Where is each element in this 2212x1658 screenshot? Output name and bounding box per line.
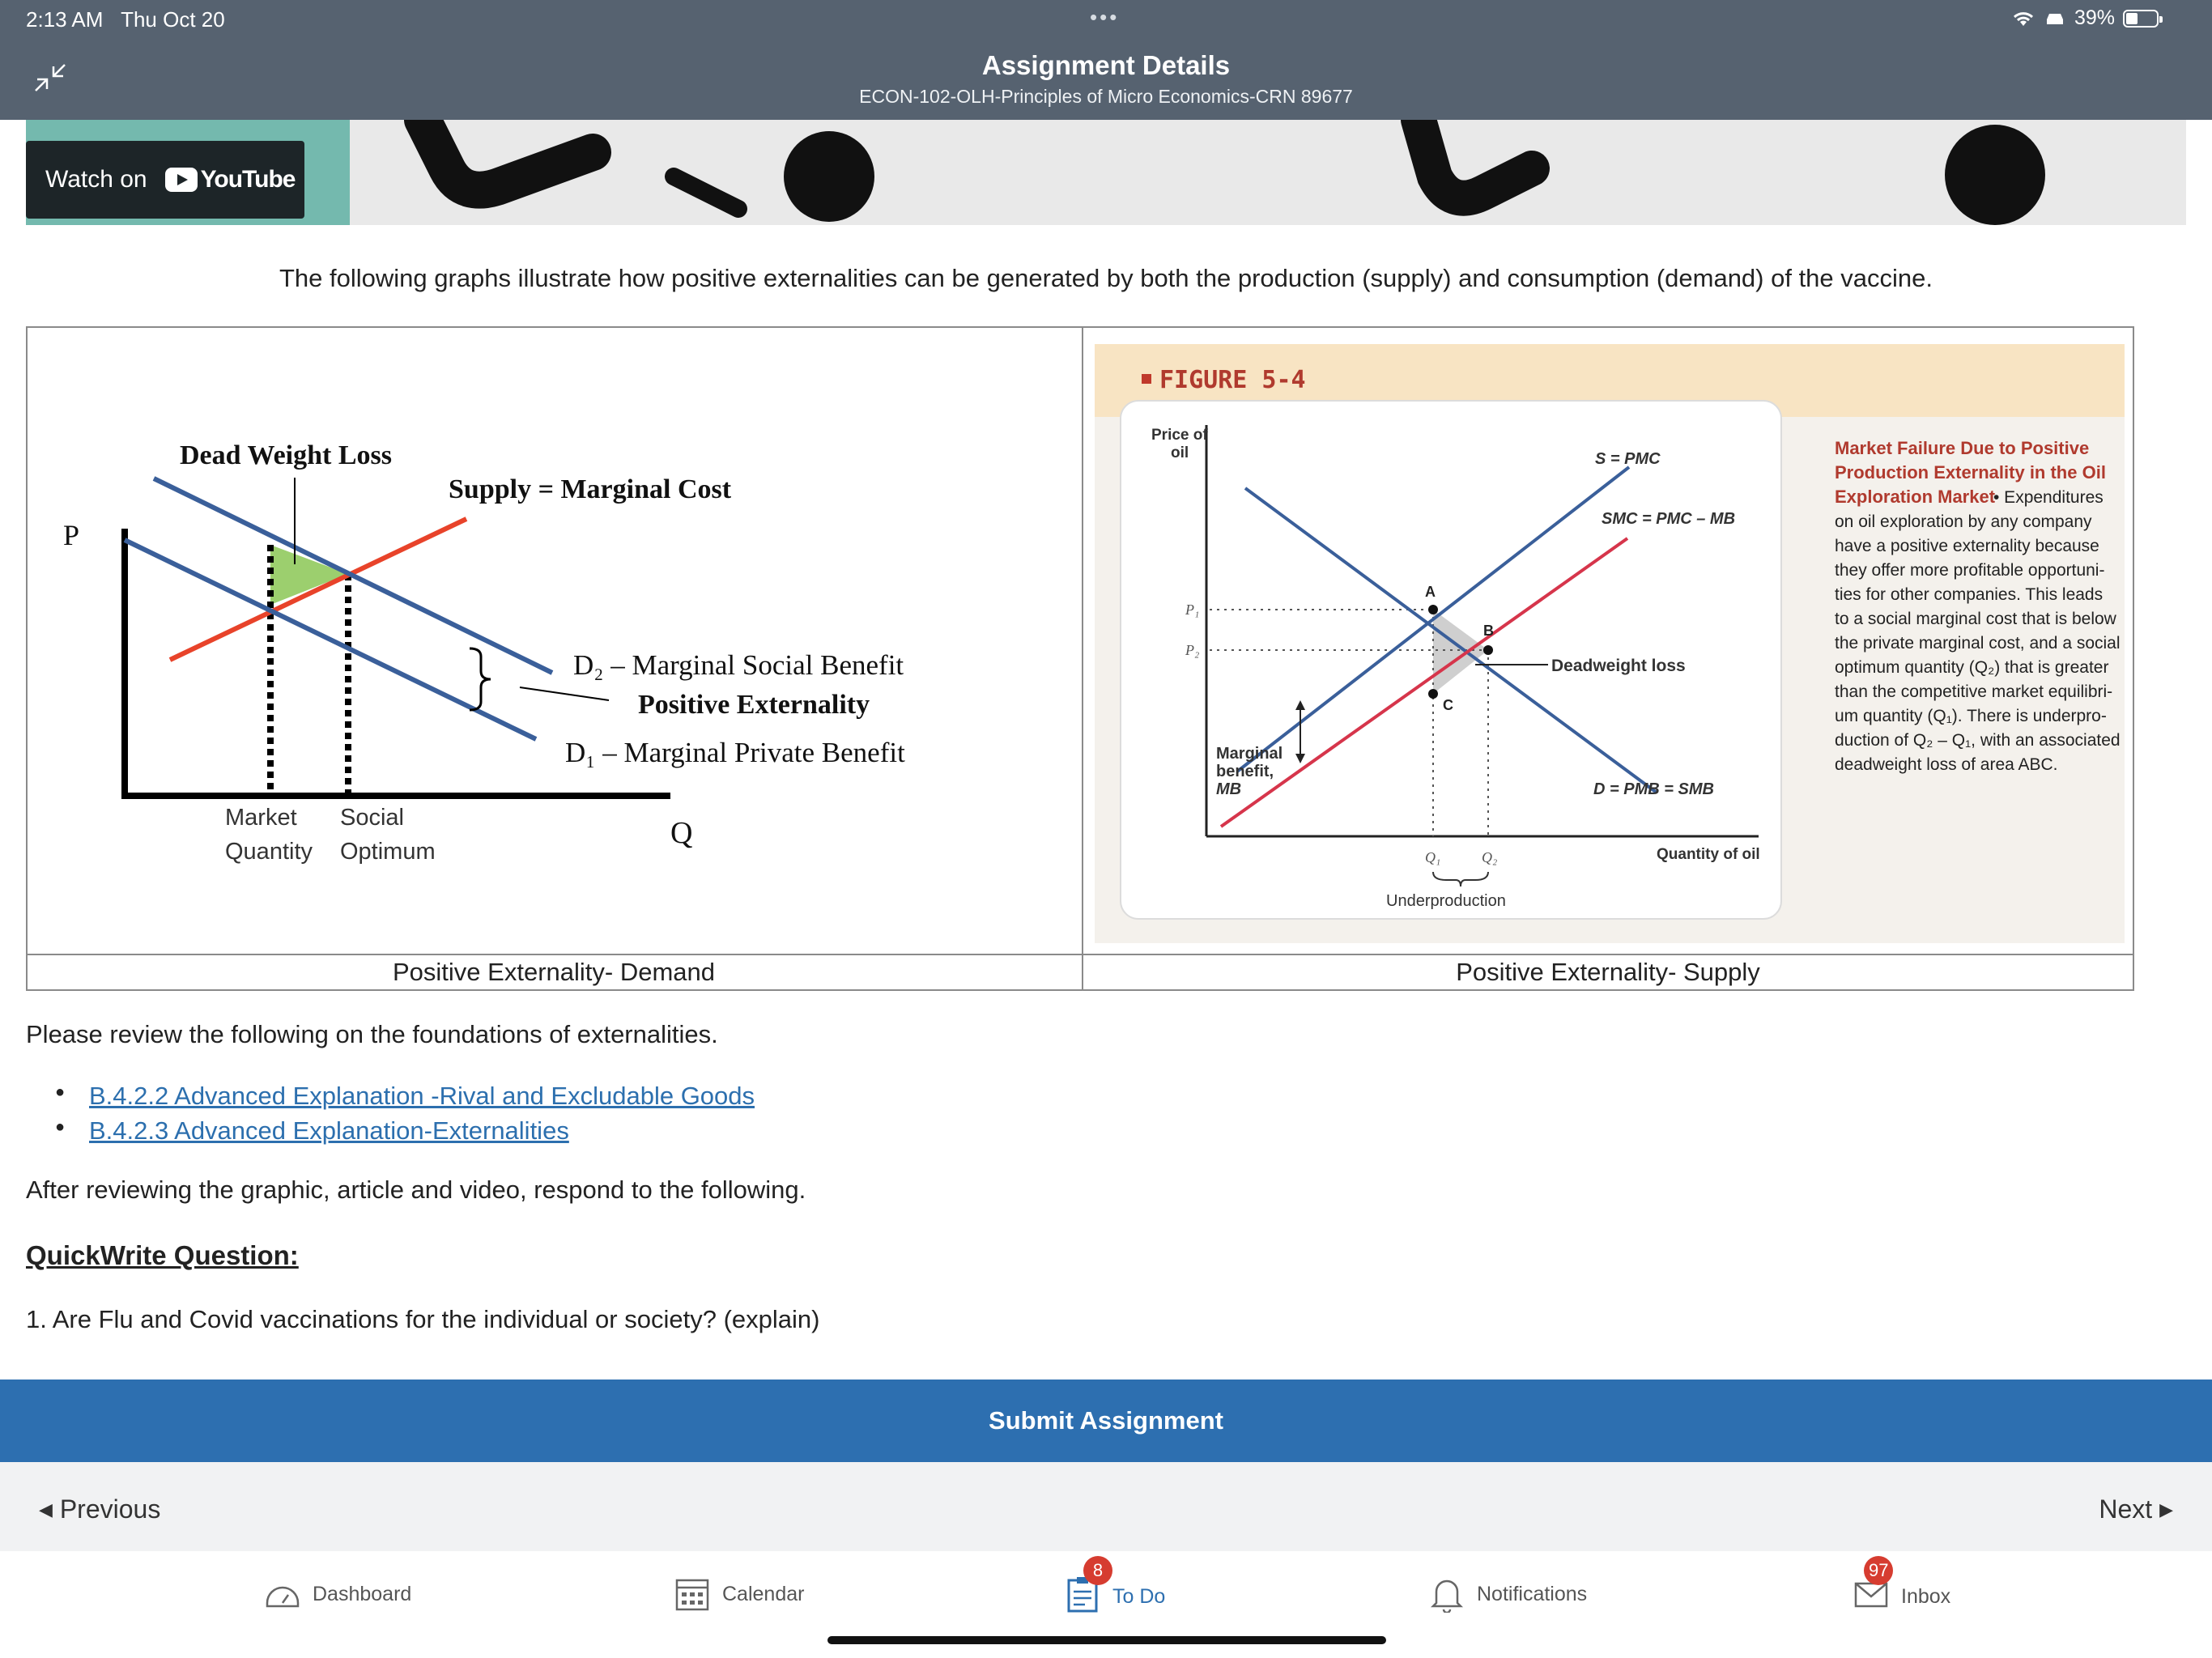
- car-icon: [2044, 10, 2066, 28]
- assignment-navigation: [0, 1462, 2212, 1551]
- tab-dashboard-label: Dashboard: [313, 1582, 412, 1605]
- desc-title-1: Market Failure Due to Positive: [1835, 438, 2090, 458]
- status-indicators: [2011, 6, 2159, 30]
- course-subtitle: ECON-102-OLH-Principles of Micro Economics-CRN 89677: [859, 86, 1353, 107]
- table-column-divider: [1082, 328, 1083, 989]
- social-label-1: Social: [340, 805, 404, 831]
- tab-todo-label: To Do: [1112, 1585, 1166, 1608]
- desc-line-2: have a positive externality because: [1835, 537, 2099, 555]
- tab-todo[interactable]: [1064, 1560, 1166, 1618]
- tab-notifications[interactable]: [1428, 1575, 1587, 1613]
- desc-line-1: on oil exploration by any company: [1835, 512, 2092, 531]
- todo-badge: 8: [1083, 1556, 1112, 1585]
- inbox-badge: 97: [1864, 1556, 1893, 1585]
- desc-line-6: the private marginal cost, and a social: [1835, 634, 2121, 653]
- desc-line-5: to a social marginal cost that is below: [1835, 610, 2116, 628]
- point-c: [1428, 689, 1438, 699]
- d2-line: [154, 478, 552, 673]
- figures-table: [26, 326, 2134, 991]
- mb-label-3: MB: [1216, 780, 1242, 798]
- desc-line-3: they offer more profitable opportuni-: [1835, 561, 2105, 580]
- submit-assignment-button[interactable]: [0, 1380, 2212, 1462]
- dwl-label: Dead Weight Loss: [180, 440, 392, 470]
- desc-line-4: ties for other companies. This leads: [1835, 585, 2104, 604]
- s-pmc-label: S = PMC: [1595, 450, 1661, 468]
- p1-label: P₁: [1185, 602, 1200, 618]
- desc-line-10: duction of Q₂ – Q₁, with an associated: [1835, 731, 2121, 750]
- market-label-1: Market: [225, 805, 297, 831]
- supply-label: Supply = Marginal Cost: [449, 474, 732, 504]
- tab-inbox[interactable]: [1853, 1560, 1951, 1618]
- quickwrite-heading: QuickWrite Question:: [26, 1240, 299, 1270]
- play-icon: [165, 168, 198, 192]
- tab-calendar-label: Calendar: [722, 1582, 805, 1605]
- wifi-icon: [2011, 10, 2035, 28]
- d2-label: D₂ – Marginal Social Benefit: [573, 649, 904, 681]
- caption-row-divider: [28, 954, 2133, 955]
- bell-icon: [1428, 1575, 1465, 1613]
- dashboard-icon: [264, 1575, 301, 1613]
- previous-label: Previous: [59, 1494, 161, 1524]
- home-indicator[interactable]: [827, 1636, 1386, 1644]
- link-rival-excludable-goods[interactable]: B.4.2.2 Advanced Explanation -Rival and Excludable Goods: [89, 1082, 755, 1110]
- list-item: [55, 1116, 755, 1146]
- page-title: Assignment Details: [981, 50, 1231, 80]
- resource-links: [55, 1082, 755, 1151]
- watch-on-youtube-button[interactable]: [26, 141, 304, 219]
- point-b: [1483, 645, 1493, 655]
- next-label: Next: [2099, 1494, 2153, 1524]
- app-header: [0, 0, 2212, 120]
- desc-title-3: Exploration Market: [1835, 487, 1996, 507]
- youtube-logo: [165, 166, 296, 193]
- review-text: Please review the following on the foundations of externalities.: [26, 1020, 718, 1048]
- q1-label: Q₁: [1425, 849, 1441, 865]
- market-label-2: Quantity: [225, 839, 313, 865]
- externality-label: Positive Externality: [638, 690, 870, 720]
- watch-label: Watch on: [45, 166, 147, 193]
- q-axis-label: Q: [670, 816, 693, 850]
- caret-right-icon: ▶: [2159, 1499, 2173, 1520]
- multitask-dots[interactable]: •••: [1090, 5, 1120, 29]
- desc-title-2: Production Externality in the Oil: [1835, 462, 2106, 483]
- after-text: After reviewing the graphic, article and video, respond to the following.: [26, 1175, 806, 1204]
- video-thumbnail-art: [26, 120, 2186, 225]
- d1-label: D₁ – Marginal Private Benefit: [565, 737, 905, 768]
- tab-dashboard[interactable]: [264, 1575, 411, 1613]
- demand-caption: Positive Externality- Demand: [393, 958, 715, 986]
- tab-inbox-label: Inbox: [1901, 1585, 1951, 1608]
- point-c-label: C: [1443, 697, 1453, 713]
- inbox-icon-wrap: [1853, 1560, 1890, 1618]
- link-externalities[interactable]: B.4.2.3 Advanced Explanation-Externalities: [89, 1116, 569, 1145]
- point-a: [1428, 605, 1438, 614]
- supply-line: [170, 519, 466, 660]
- youtube-brand: YouTube: [200, 166, 296, 193]
- desc-line-0: • Expenditures: [1993, 488, 2104, 507]
- externality-brace: [470, 648, 491, 710]
- desc-line-11: deadweight loss of area ABC.: [1835, 755, 2058, 774]
- list-item: [55, 1082, 755, 1111]
- tab-notifications-label: Notifications: [1477, 1582, 1588, 1605]
- underproduction-label: Underproduction: [1386, 892, 1506, 910]
- status-time: 2:13 AM Thu Oct 20: [26, 7, 225, 32]
- desc-line-7: optimum quantity (Q₂) that is greater: [1835, 658, 2109, 677]
- externality-pointer: [520, 687, 609, 700]
- social-label-2: Optimum: [340, 839, 436, 865]
- calendar-icon: [674, 1575, 711, 1613]
- previous-button[interactable]: [39, 1494, 160, 1524]
- y-axis-label-2: oil: [1171, 444, 1189, 461]
- x-axis-label: Quantity of oil: [1657, 846, 1760, 863]
- p-axis-label: P: [63, 519, 80, 551]
- supply-figure: [1095, 344, 2125, 943]
- battery-icon: [2123, 10, 2159, 28]
- supply-graph: [1095, 344, 2125, 943]
- question-1: 1. Are Flu and Covid vaccinations for the individual or society? (explain): [26, 1305, 820, 1333]
- desc-line-8: than the competitive market equilibri-: [1835, 682, 2113, 701]
- caret-left-icon: ◀: [39, 1499, 53, 1520]
- intro-text: The following graphs illustrate how positive externalities can be generated by both the production (supply) and consumption (demand) of the vaccine.: [279, 264, 1933, 292]
- smc-label: SMC = PMC – MB: [1602, 510, 1736, 528]
- p2-label: P₂: [1185, 642, 1200, 658]
- todo-icon-wrap: [1064, 1560, 1104, 1618]
- point-a-label: A: [1425, 584, 1436, 600]
- y-axis-label-1: Price of: [1151, 427, 1208, 444]
- demand-graph: [28, 328, 1080, 951]
- q2-label: Q₂: [1482, 849, 1498, 865]
- supply-caption: Positive Externality- Supply: [1456, 958, 1760, 986]
- figure-title: FIGURE 5-4: [1159, 366, 1306, 394]
- video-player[interactable]: [26, 120, 2186, 225]
- d-pmb-label: D = PMB = SMB: [1593, 780, 1714, 798]
- point-b-label: B: [1483, 623, 1494, 639]
- tab-calendar[interactable]: [674, 1575, 804, 1613]
- mb-label-1: Marginal: [1216, 745, 1283, 763]
- mb-label-2: benefit,: [1216, 763, 1274, 780]
- next-button[interactable]: [2099, 1494, 2173, 1524]
- battery-percent: 39%: [2074, 6, 2115, 29]
- deadweight-label: Deadweight loss: [1551, 657, 1686, 675]
- figure-title-marker: [1142, 374, 1151, 384]
- desc-line-9: um quantity (Q₁). There is underpro-: [1835, 707, 2107, 725]
- submit-label: Submit Assignment: [989, 1406, 1223, 1435]
